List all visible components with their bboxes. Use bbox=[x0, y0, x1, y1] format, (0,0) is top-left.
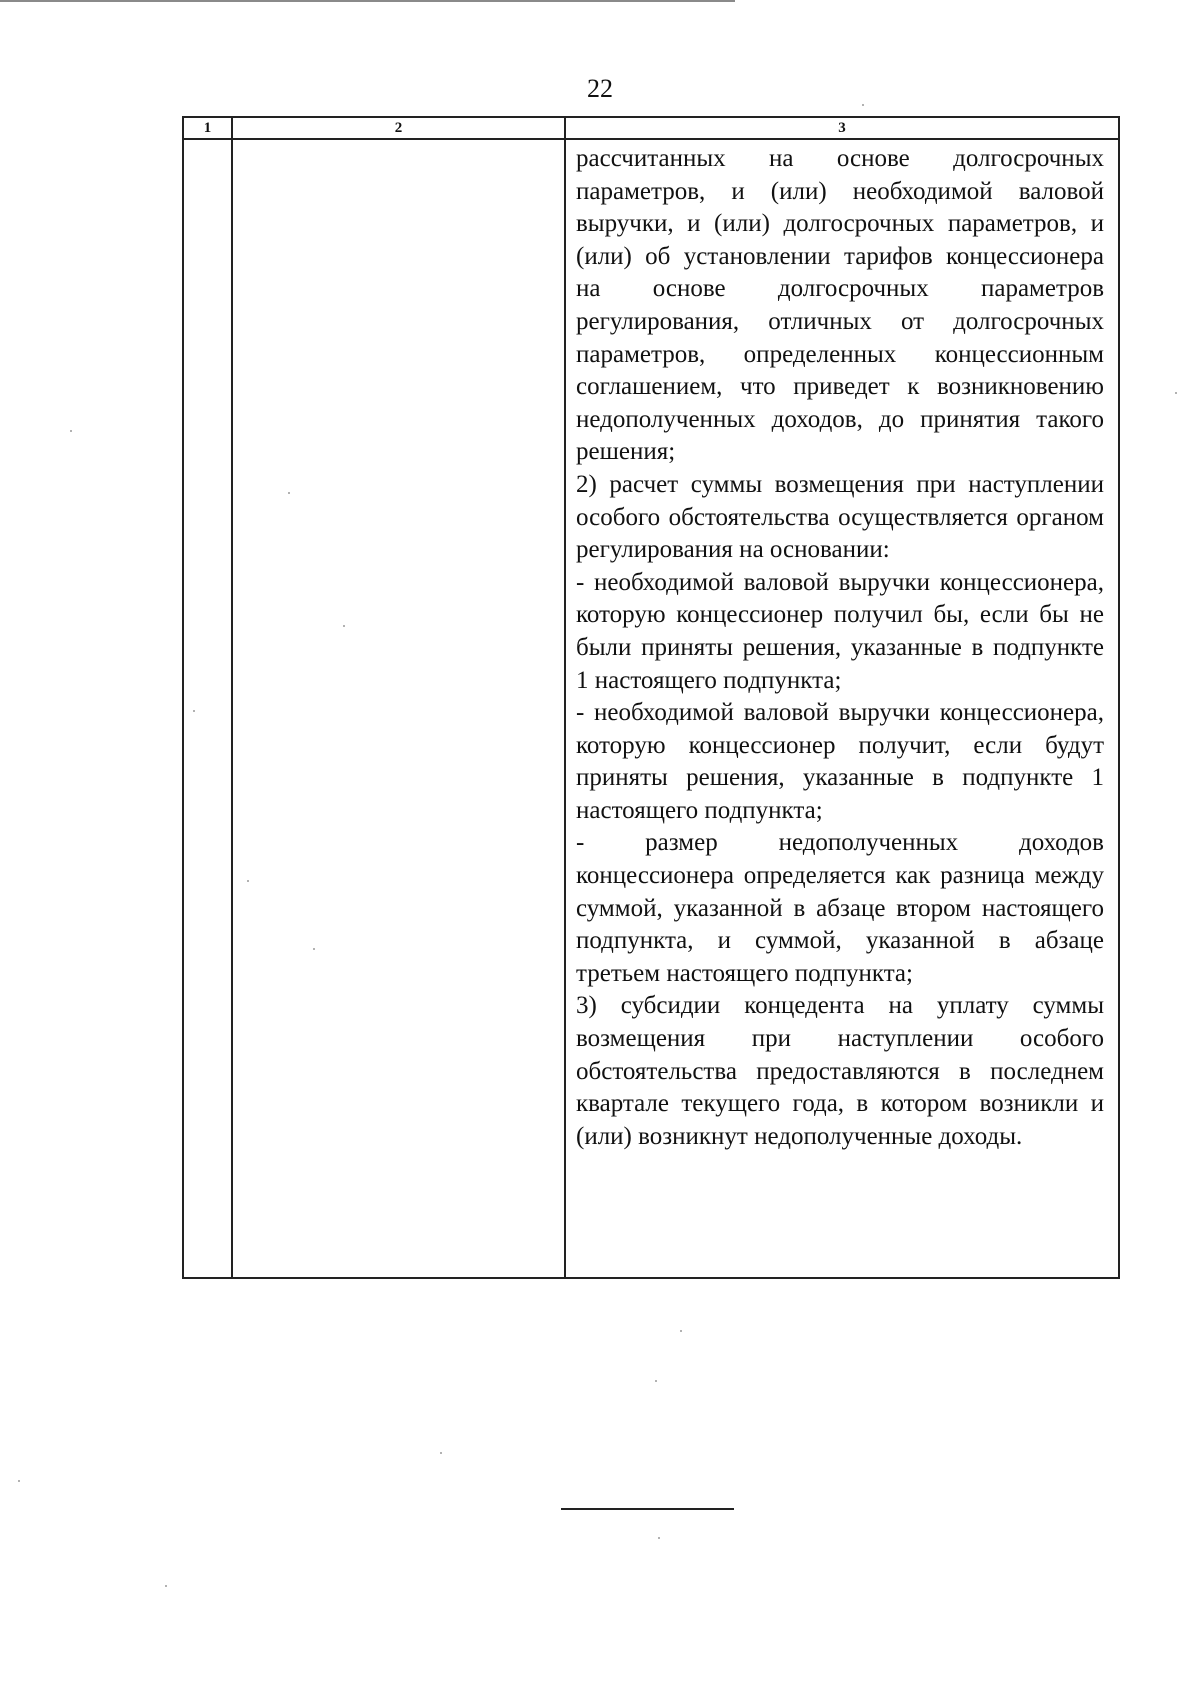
table-header-row bbox=[184, 118, 1118, 140]
scan-edge-line bbox=[0, 0, 735, 2]
scan-speck bbox=[658, 1537, 660, 1539]
cell-paragraph: - размер недополученных доходов концессионера определяется как разница между суммой, указанной в абзаце втором настоящего подпункта, и суммой, указанной в абзаце третьем настоящего подпункта; bbox=[576, 829, 1104, 987]
scan-speck bbox=[343, 625, 345, 627]
table-cell-column-3 bbox=[576, 143, 1104, 1153]
page-number: 22 bbox=[587, 74, 613, 103]
scan-speck bbox=[862, 104, 864, 106]
cell-paragraph: рассчитанных на основе долгосрочных параметров, и (или) необходимой валовой выручки, и (или) долгосрочных параметров, и (или) об установлении тарифов концессионера на основе долгосрочных параметров регулирования, отличных от долгосрочных параметров, определенных концессионным соглашением, что приведет к возникновению недополученных доходов, до принятия такого решения; bbox=[576, 145, 1104, 466]
scan-speck bbox=[193, 710, 195, 712]
scan-speck bbox=[288, 492, 290, 494]
scan-speck bbox=[165, 1585, 167, 1587]
scan-speck bbox=[247, 880, 249, 882]
column-header-1: 1 bbox=[203, 120, 212, 136]
scan-speck bbox=[1175, 392, 1177, 394]
document-table bbox=[182, 116, 1120, 1279]
end-of-document-rule bbox=[561, 1508, 734, 1510]
scan-speck bbox=[680, 1330, 682, 1332]
column-divider-1 bbox=[231, 118, 233, 1277]
scan-speck bbox=[440, 1452, 442, 1454]
scan-speck bbox=[313, 948, 315, 950]
scan-speck bbox=[18, 1480, 20, 1482]
column-header-2: 2 bbox=[394, 120, 403, 136]
scan-speck bbox=[70, 430, 72, 432]
column-divider-2 bbox=[564, 118, 566, 1277]
column-header-3: 3 bbox=[838, 120, 846, 136]
cell-paragraph: - необходимой валовой выручки концессионера, которую концессионер получил бы, если бы не были приняты решения, указанные в подпункте 1 настоящего подпункта; bbox=[576, 568, 1104, 694]
scan-speck bbox=[655, 1380, 657, 1382]
cell-paragraph: 2) расчет суммы возмещения при наступлении особого обстоятельства осуществляется органом регулирования на основании: bbox=[576, 470, 1104, 564]
cell-paragraph: 3) субсидии концедента на уплату суммы возмещения при наступлении особого обстоятельства предоставляются в последнем квартале текущего года, в котором возникли и (или) возникнут недополученные доходы. bbox=[576, 992, 1104, 1150]
cell-paragraph: - необходимой валовой выручки концессионера, которую концессионер получит, если будут приняты решения, указанные в подпункте 1 настоящего подпункта; bbox=[576, 699, 1104, 824]
